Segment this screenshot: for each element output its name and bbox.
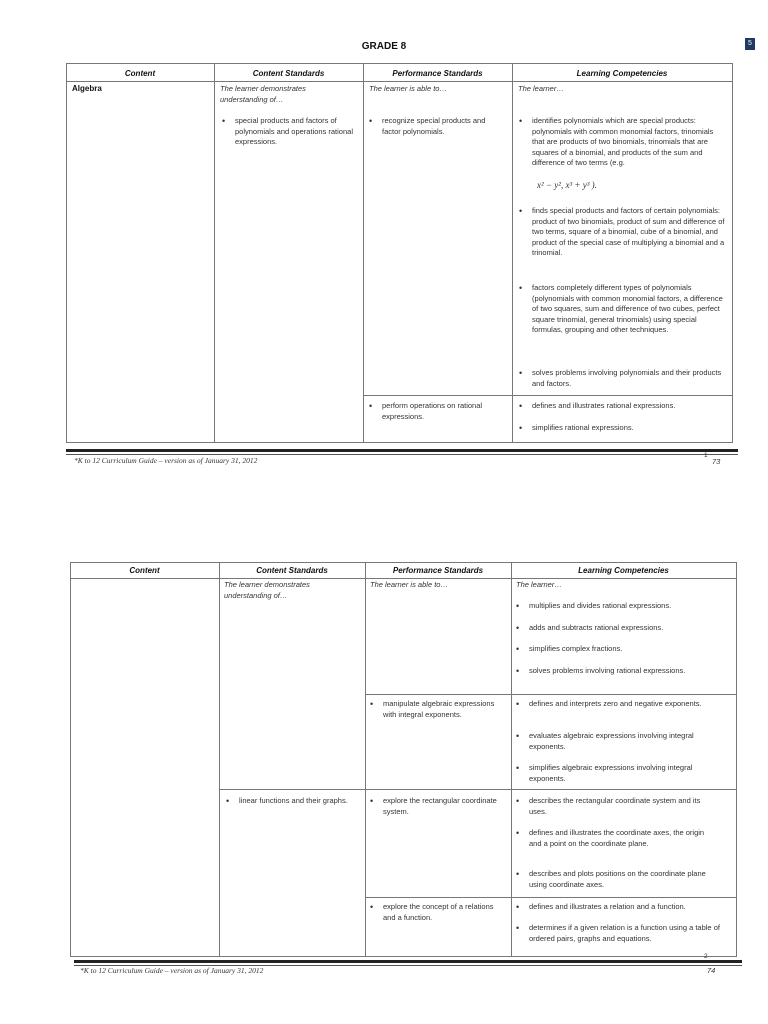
competency-item: • solves problems involving polynomials and their products and factors. xyxy=(519,368,722,388)
competency-item: • defines and illustrates rational expressions. xyxy=(519,401,676,411)
header-content-standards: Content Standards xyxy=(256,566,328,575)
content-cell: Algebra xyxy=(72,84,102,93)
page-index: 1 xyxy=(704,452,708,459)
footer-rule-thin xyxy=(66,454,738,455)
standards-intro: The learner demonstrates understanding of… xyxy=(224,580,310,600)
competency-item: • identifies polynomials which are special products: polynomials with common monomial factors, trinomials that are products of two binomials, trinomials that are squares of a binomial, and products of the sum and difference of two terms (e.g. xyxy=(519,116,714,167)
performance-item: • explore the rectangular coordinate system. xyxy=(370,796,497,816)
footer-rule xyxy=(66,449,738,452)
performance-item: • explore the concept of a relations and a function. xyxy=(370,902,494,922)
competency-item: • adds and subtracts rational expressions. xyxy=(516,623,664,633)
header-content: Content xyxy=(129,566,160,575)
header-content: Content xyxy=(124,69,156,78)
performance-intro: The learner is able to… xyxy=(370,580,448,589)
competency-item: • factors completely different types of polynomials (polynomials with common monomial factors, a difference of two squares, sum and difference of two cubes, perfect square trinomial, general trinomials) using special formulas, grouping and other techniques. xyxy=(519,283,723,334)
standards-item: • linear functions and their graphs. xyxy=(226,796,348,806)
performance-intro: The learner is able to… xyxy=(369,84,447,93)
header-learning-competencies: Learning Competencies xyxy=(576,69,668,78)
competency-item: • multiplies and divides rational expressions. xyxy=(516,601,672,611)
footer-note: *K to 12 Curriculum Guide – version as of January 31, 2012 xyxy=(74,456,258,465)
formula: x² − y², x³ + y³ ). xyxy=(537,180,597,190)
competency-item: • defines and illustrates a relation and a function. xyxy=(516,902,686,912)
footer-note: *K to 12 Curriculum Guide – version as of January 31, 2012 xyxy=(80,966,264,975)
competencies-intro: The learner… xyxy=(516,580,562,589)
competency-item: • determines if a given relation is a function using a table of ordered pairs, graphs and equations. xyxy=(516,923,720,943)
competency-item: • finds special products and factors of certain polynomials: product of two binomials, product of sum and difference of two terms, square of a binomial, cube of a binomial, and product of the special case of multiplying a binomial and a trinomial. xyxy=(519,206,725,257)
competency-item: • defines and interprets zero and negative exponents. xyxy=(516,699,702,709)
performance-item: • manipulate algebraic expressions with integral exponents. xyxy=(370,699,495,719)
competency-item: • describes and plots positions on the coordinate plane using coordinate axes. xyxy=(516,869,706,889)
header-performance-standards: Performance Standards xyxy=(392,69,483,78)
competency-item: • solves problems involving rational expressions. xyxy=(516,666,686,676)
curriculum-table-page2 xyxy=(70,562,737,957)
header-performance-standards: Performance Standards xyxy=(392,566,484,575)
page-number: 74 xyxy=(707,966,716,975)
competencies-intro: The learner… xyxy=(518,84,564,93)
performance-item: • perform operations on rational expressions. xyxy=(369,401,483,421)
competency-item: • simplifies complex fractions. xyxy=(516,644,623,654)
performance-item: • recognize special products and factor polynomials. xyxy=(369,116,486,136)
competency-item: • simplifies algebraic expressions involving integral exponents. xyxy=(516,763,693,783)
standards-item: • special products and factors of polynomials and operations rational expressions. xyxy=(222,116,353,146)
page-number: 73 xyxy=(712,457,721,466)
header-content-standards: Content Standards xyxy=(252,69,325,78)
page-title: GRADE 8 xyxy=(361,41,407,52)
standards-intro: The learner demonstrates understanding of… xyxy=(220,84,306,104)
competency-item: • simplifies rational expressions. xyxy=(519,423,634,433)
footer-rule xyxy=(74,960,742,963)
header-learning-competencies: Learning Competencies xyxy=(578,566,669,575)
competency-item: • defines and illustrates the coordinate axes, the origin and a point on the coordinate plane. xyxy=(516,828,705,848)
page-index: 2 xyxy=(704,953,708,960)
corner-mark: 5 xyxy=(745,38,755,50)
competency-item: • describes the rectangular coordinate system and its uses. xyxy=(516,796,701,816)
competency-item: • evaluates algebraic expressions involving integral exponents. xyxy=(516,731,694,751)
